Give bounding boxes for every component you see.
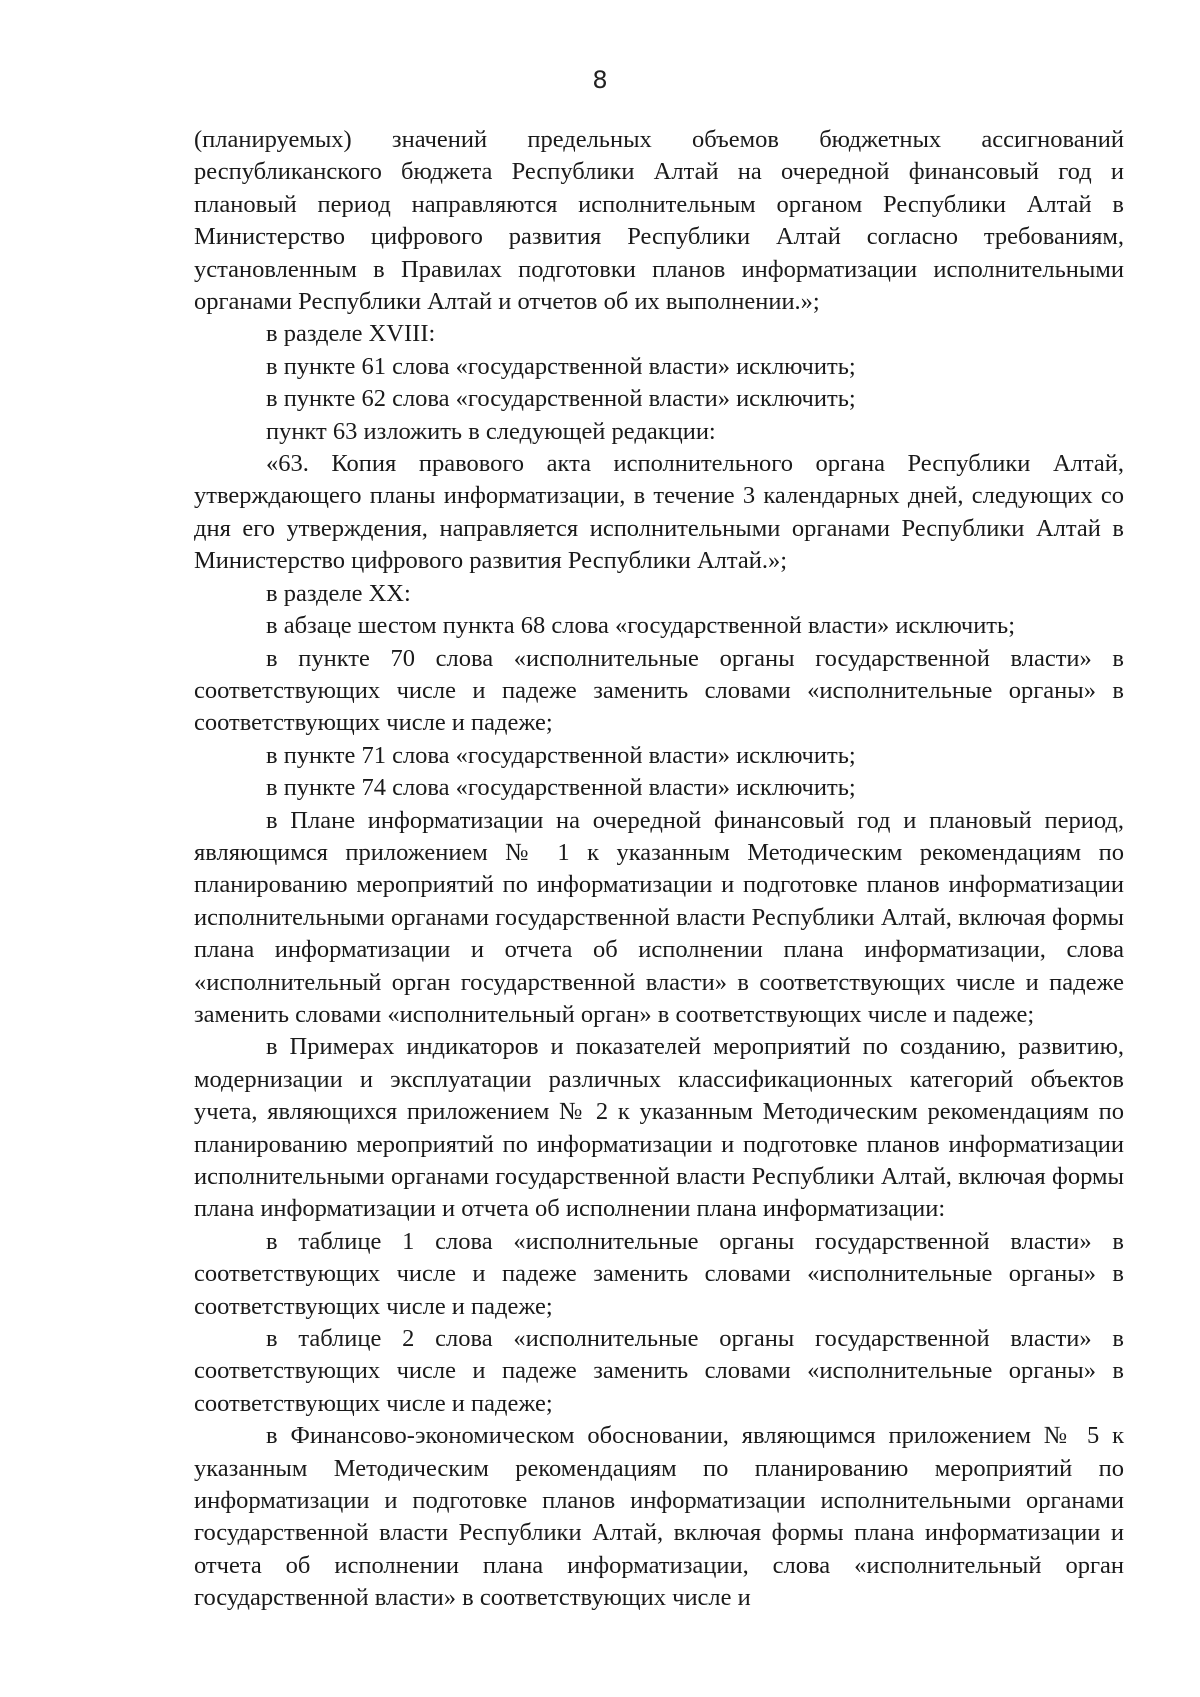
- paragraph-item-63-text: «63. Копия правового акта исполнительного органа Республики Алтай, утверждающего планы информатизации, в течение 3 календарных дней, следующих со дня его утверждения, направляется исполнительными органами Республики Алтай в Министерство цифрового развития Республики Алтай.»;: [194, 450, 1124, 575]
- paragraph-appendix-2: в Примерах индикаторов и показателей мероприятий по созданию, развитию, модернизации и эксплуатации различных классификационных категорий объектов учета, являющихся приложением № 2 к указанным Методическим рекомендациям по планированию мероприятий по информатизации и подготовке планов информатизации исполнительными органами государственной власти Республики Алтай, включая формы плана информатизации и отчета об исполнении плана информатизации:: [194, 1033, 1124, 1223]
- paragraph-continuation: (планируемых) значений предельных объемов бюджетных ассигнований республиканского бюджета Республики Алтай на очередной финансовый год и плановый период направляются исполнительным органом Республики Алтай в Министерство цифрового развития Республики Алтай согласно требованиям, установленным в Правилах подготовки планов информатизации исполнительными органами Республики Алтай и отчетов об их выполнении.»;: [194, 126, 1124, 316]
- paragraph-section-xviii: в разделе XVIII:: [266, 320, 436, 348]
- page-number: 8: [592, 66, 608, 94]
- paragraph-item-63-intro: пункт 63 изложить в следующей редакции:: [266, 417, 716, 445]
- paragraph-item-74: в пункте 74 слова «государственной власти» исключить;: [266, 774, 856, 802]
- document-body: [194, 124, 1124, 1615]
- paragraph-item-68: в абзаце шестом пункта 68 слова «государственной власти» исключить;: [266, 612, 1015, 640]
- paragraph-item-70: в пункте 70 слова «исполнительные органы государственной власти» в соответствующих числе и падеже заменить словами «исполнительные органы» в соответствующих числе и падеже;: [194, 644, 1124, 737]
- paragraph-table-2: в таблице 2 слова «исполнительные органы государственной власти» в соответствующих числе и падеже заменить словами «исполнительные органы» в соответствующих числе и падеже;: [194, 1325, 1124, 1417]
- paragraph-item-62: в пункте 62 слова «государственной власти» исключить;: [266, 385, 856, 413]
- paragraph-section-xx: в разделе XX:: [266, 579, 411, 607]
- paragraph-item-71: в пункте 71 слова «государственной власти» исключить;: [266, 741, 856, 769]
- paragraph-appendix-1: в Плане информатизации на очередной финансовый год и плановый период, являющимся приложением № 1 к указанным Методическим рекомендациям по планированию мероприятий по информатизации и подготовке планов информатизации исполнительными органами государственной власти Республики Алтай, включая формы плана информатизации и отчета об исполнении плана информатизации, слова «исполнительный орган государственной власти» в соответствующих числе и падеже заменить словами «исполнительный орган» в соответствующих числе и падеже;: [194, 806, 1124, 1028]
- paragraph-table-1: в таблице 1 слова «исполнительные органы государственной власти» в соответствующих числе и падеже заменить словами «исполнительные органы» в соответствующих числе и падеже;: [194, 1227, 1124, 1320]
- paragraph-item-61: в пункте 61 слова «государственной власти» исключить;: [266, 352, 856, 380]
- paragraph-appendix-5: в Финансово-экономическом обосновании, являющимся приложением № 5 к указанным Методическим рекомендациям по планированию мероприятий по информатизации и подготовке планов информатизации исполнительными органами государственной власти Республики Алтай, включая формы плана информатизации и отчета об исполнении плана информатизации, слова «исполнительный орган государственной власти» в соответствующих числе и: [194, 1422, 1124, 1612]
